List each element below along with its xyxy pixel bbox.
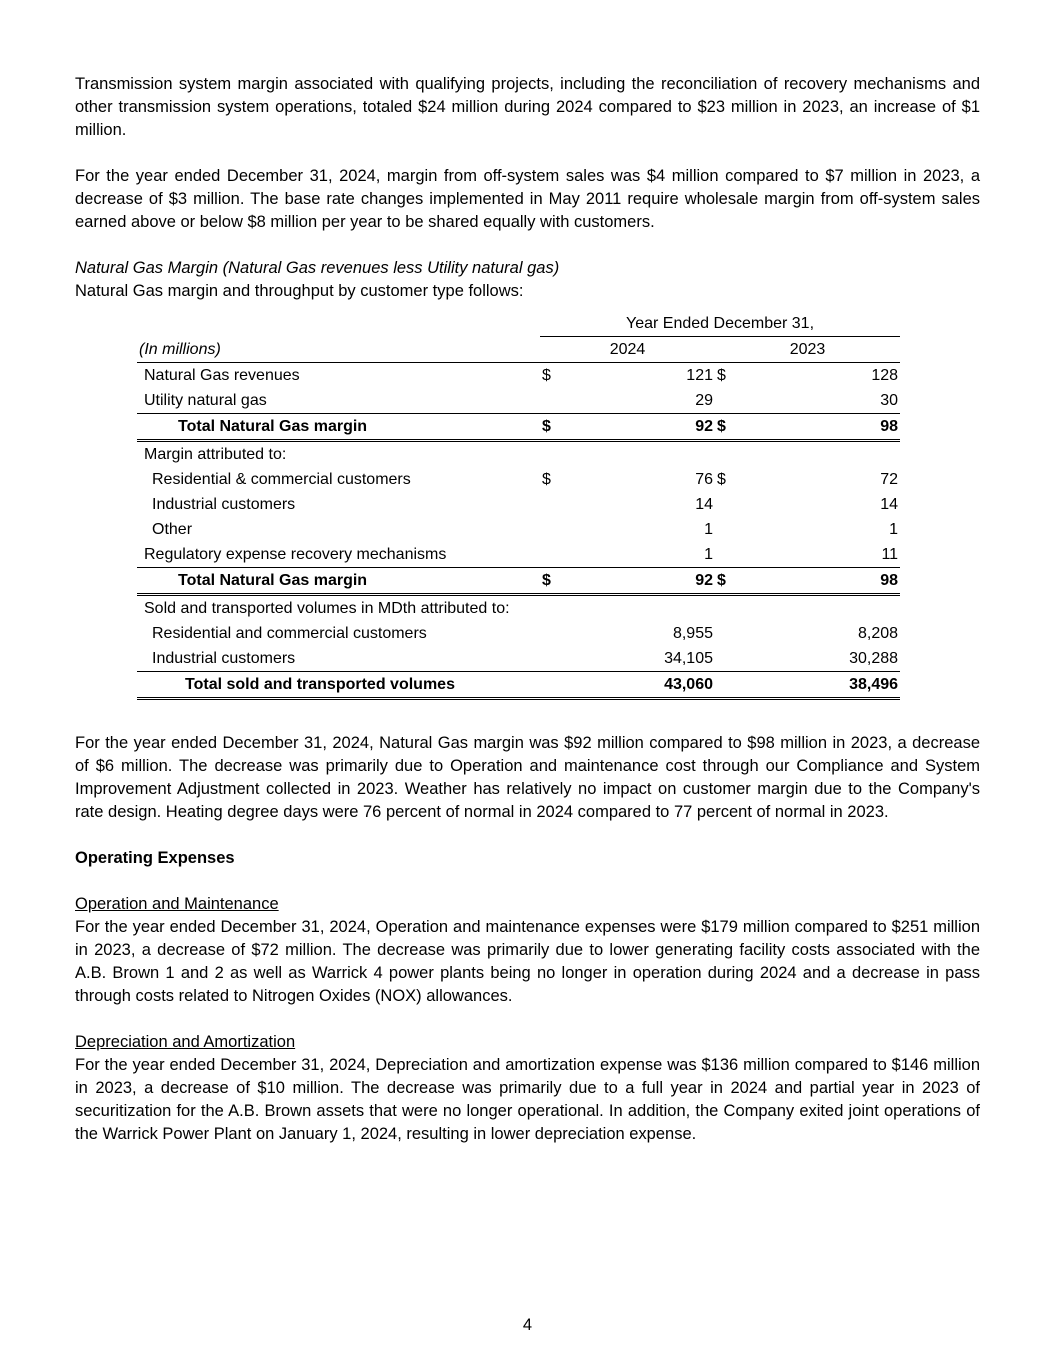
dollar-sign-2024: $ [540,414,565,441]
row-label: Industrial customers [152,650,296,667]
table-row [137,414,900,441]
value-2024: 92 [565,568,715,595]
value-2024: 29 [695,392,713,409]
row-label: Industrial customers [152,496,296,513]
value-2023: 8,208 [858,625,899,642]
dollar-sign-2024: $ [542,471,551,488]
dollar-sign-2023 [715,595,740,622]
value-2023: 11 [881,546,899,563]
value-2024: 8,955 [672,625,713,642]
table-row [137,542,900,568]
value-2024: 14 [695,496,713,513]
value-2023 [740,441,900,468]
dollar-sign-2024: $ [540,568,565,595]
row-label: Utility natural gas [144,392,267,409]
paragraph-margin-analysis: For the year ended December 31, 2024, Natural Gas margin was $92 million compared to $98 million in 2023, a decrease of $6 million. The decrease was primarily due to Operation and maintenance cost through our Compliance and System Improvement Adjustment collected in 2023. Weather has relatively no impact on customer margin due to the Company's rate design. Heating degree days were 76 percent of normal in 2024 compared to 77 percent of normal in 2023. [75,734,980,821]
dollar-sign-2024 [540,672,565,699]
table-row [137,672,900,699]
table-row [137,441,900,468]
natural-gas-margin-heading: Natural Gas Margin (Natural Gas revenues less Utility natural gas) [75,259,560,277]
value-2023 [740,595,900,622]
column-header-2023: 2023 [715,337,900,363]
value-2023: 30 [880,392,899,409]
table-row [137,388,900,414]
table-intro-line: Natural Gas margin and throughput by customer type follows: [75,282,524,300]
operation-maintenance-heading: Operation and Maintenance [75,895,279,913]
dollar-sign-2024 [540,492,565,517]
row-label: Total Natural Gas margin [137,414,540,441]
dollar-sign-2023: $ [717,367,726,384]
row-label: Total sold and transported volumes [137,672,540,699]
dollar-sign-2023 [715,621,740,646]
table-row [137,595,900,622]
value-2024: 34,105 [664,650,713,667]
dollar-sign-2023 [715,441,740,468]
page-number: 4 [522,1316,533,1334]
paragraph-depreciation-amortization: For the year ended December 31, 2024, Depreciation and amortization expense was $136 million compared to $146 million in 2023, a decrease of $10 million. The decrease was primarily due to a full year in 2024 and partial year in 2023 of securitization for the A.B. Brown assets that were no longer operational. In addition, the Company exited joint operations of the Warrick Power Plant on January 1, 2024, resulting in lower depreciation expense. [75,1056,980,1143]
value-2024 [565,441,715,468]
dollar-sign-2023 [715,646,740,672]
value-2023: 30,288 [849,650,899,667]
value-2024: 43,060 [565,672,715,699]
period-header-row [137,311,900,337]
row-label: Residential and commercial customers [152,625,427,642]
dollar-sign-2023 [715,672,740,699]
row-label: Natural Gas revenues [144,367,300,384]
value-2023: 98 [740,414,900,441]
row-label: Sold and transported volumes in MDth attributed to: [144,600,510,617]
table-row [137,621,900,646]
table-row [137,363,900,389]
column-header-2024: 2024 [540,337,715,363]
dollar-sign-2024 [540,621,565,646]
value-2024: 121 [686,367,713,384]
dollar-sign-2023: $ [717,471,726,488]
value-2023: 38,496 [740,672,900,699]
dollar-sign-2024 [540,388,565,414]
column-header-row [137,337,900,363]
table-row [137,467,900,492]
value-2023: 1 [889,521,899,538]
table-row [137,646,900,672]
table-row [137,492,900,517]
dollar-sign-2023 [715,542,740,568]
row-label: Residential & commercial customers [152,471,411,488]
paragraph-operation-maintenance: For the year ended December 31, 2024, Operation and maintenance expenses were $179 million compared to $251 million in 2023, a decrease of $72 million. The decrease was primarily due to lower generating facility costs associated with the A.B. Brown 1 and 2 as well as Warrick 4 power plants being no longer in operation during 2024 and a decrease in pass through costs related to Nitrogen Oxides (NOX) allowances. [75,918,980,1005]
dollar-sign-2024 [540,517,565,542]
paragraph-off-system-sales: For the year ended December 31, 2024, margin from off-system sales was $4 million compared to $7 million in 2023, a decrease of $3 million. The base rate changes implemented in May 2011 require wholesale margin from off-system sales earned above or below $8 million per year to be shared equally with customers. [75,167,980,231]
dollar-sign-2024: $ [542,367,551,384]
period-header: Year Ended December 31, [540,311,900,337]
value-2023: 72 [880,471,899,488]
spacer-cell [137,311,540,337]
dollar-sign-2023 [715,517,740,542]
table-body [137,363,900,699]
dollar-sign-2024 [540,441,565,468]
dollar-sign-2023: $ [715,568,740,595]
value-2024: 92 [565,414,715,441]
depreciation-amortization-heading: Depreciation and Amortization [75,1033,296,1051]
dollar-sign-2023 [715,492,740,517]
natural-gas-margin-table [137,311,900,700]
value-2023: 128 [871,367,899,384]
dollar-sign-2023: $ [715,414,740,441]
dollar-sign-2024 [540,595,565,622]
value-2023: 14 [880,496,899,513]
dollar-sign-2024 [540,646,565,672]
value-2024: 1 [704,546,713,563]
value-2024: 1 [704,521,713,538]
dollar-sign-2023 [715,388,740,414]
table-row [137,568,900,595]
units-label: (In millions) [137,337,540,363]
value-2024 [565,595,715,622]
row-label: Margin attributed to: [144,446,287,463]
row-label: Total Natural Gas margin [137,568,540,595]
row-label: Regulatory expense recovery mechanisms [144,546,447,563]
dollar-sign-2024 [540,542,565,568]
paragraph-transmission-margin: Transmission system margin associated with qualifying projects, including the reconciliation of recovery mechanisms and other transmission system operations, totaled $24 million during 2024 compared to $23 million in 2023, an increase of $1 million. [75,75,980,139]
row-label: Other [152,521,193,538]
table-row [137,517,900,542]
operating-expenses-heading: Operating Expenses [75,849,235,867]
value-2023: 98 [740,568,900,595]
value-2024: 76 [695,471,713,488]
